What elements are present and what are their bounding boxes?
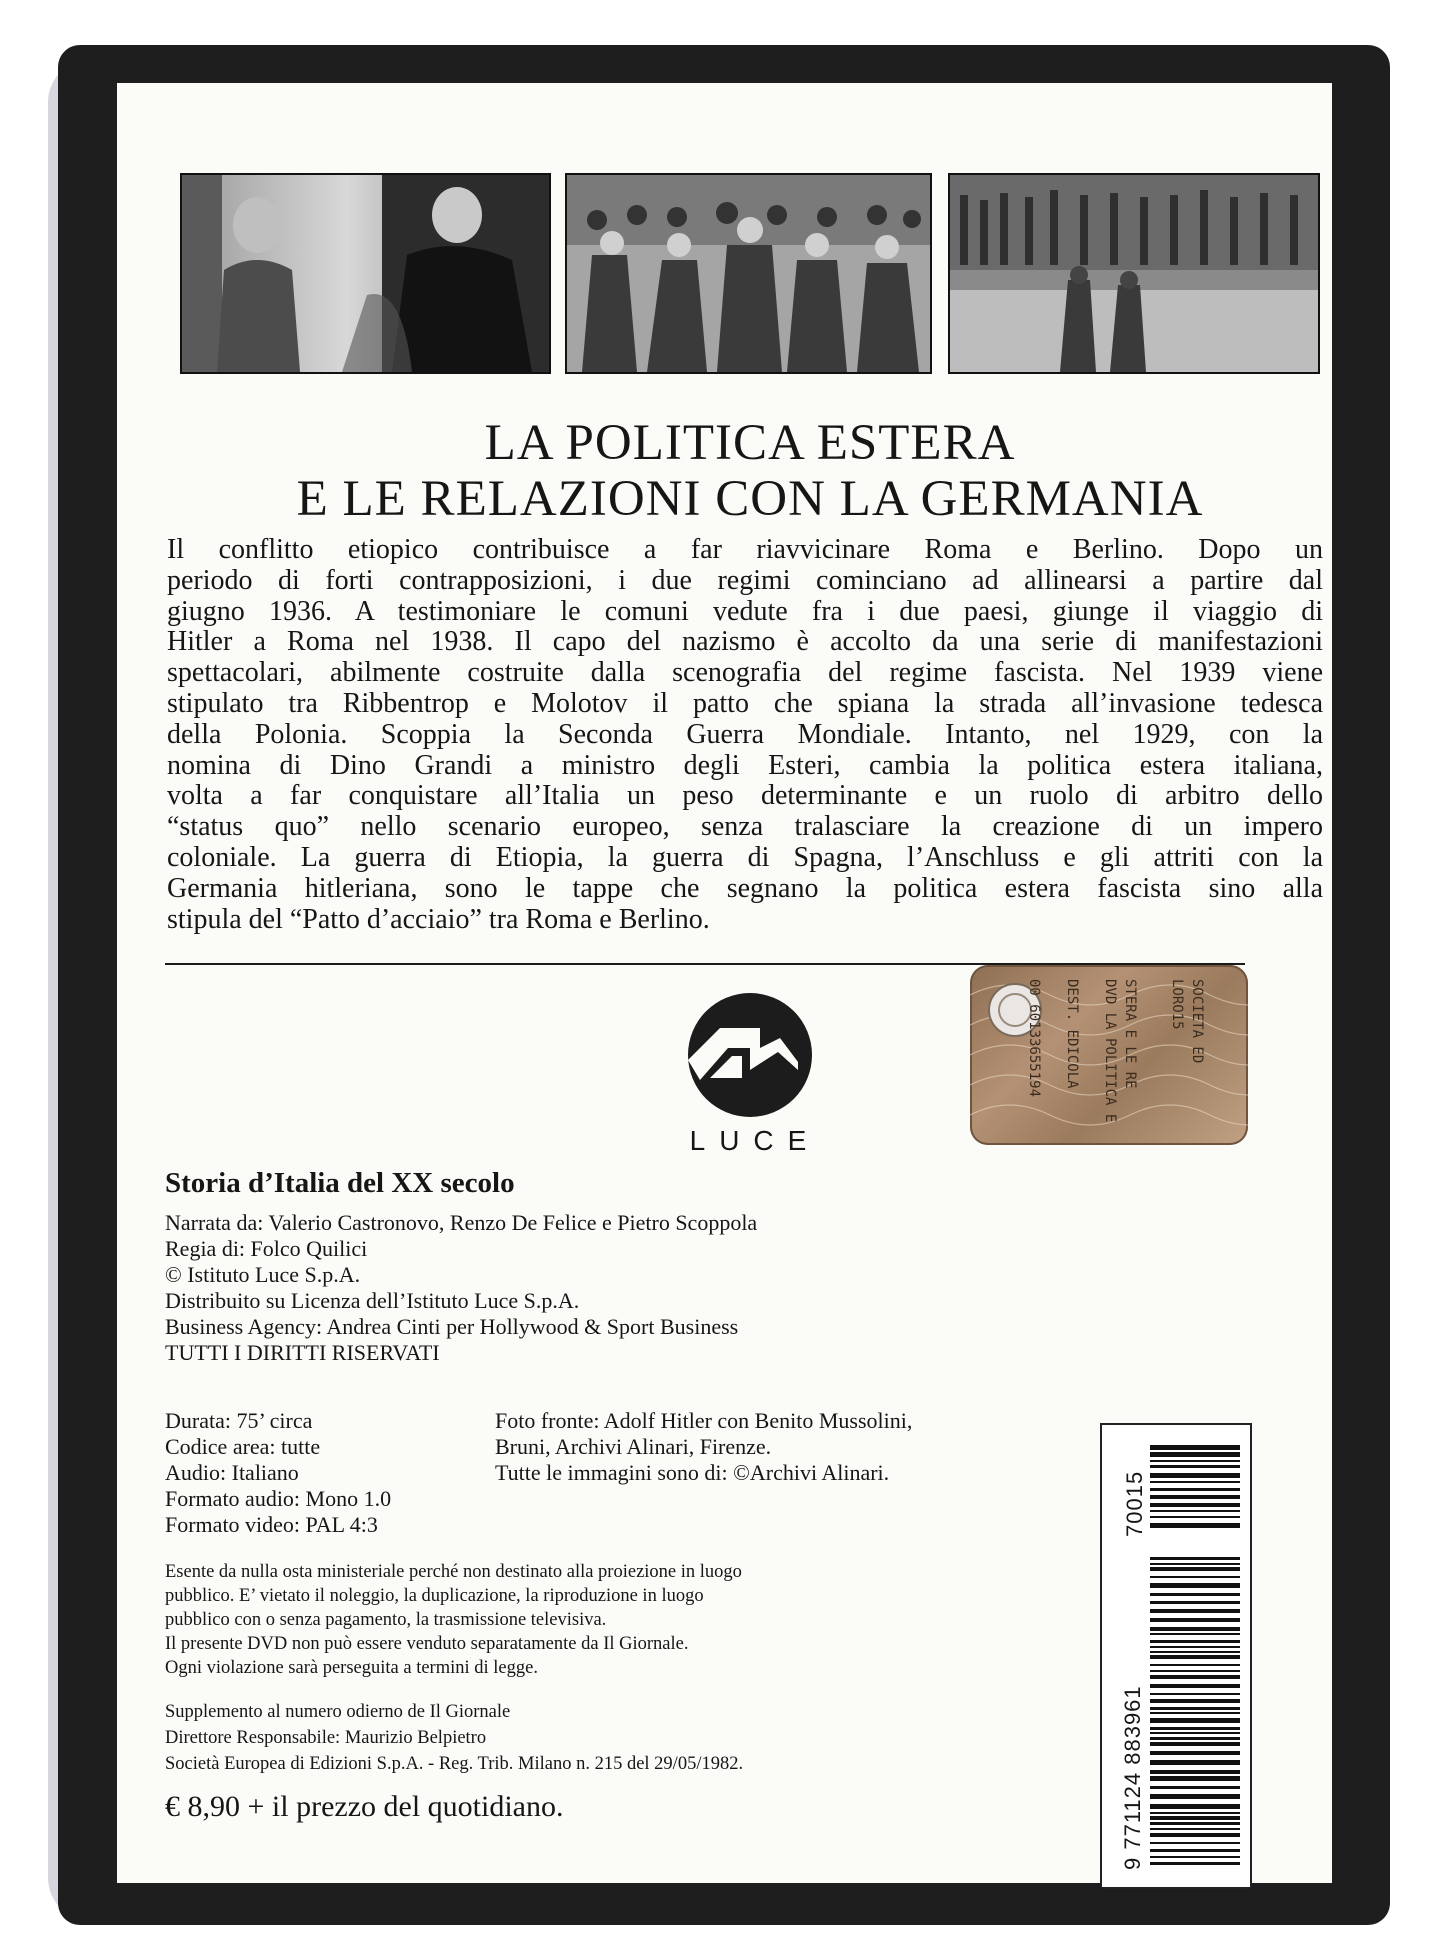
- barcode-bar: [1150, 1557, 1240, 1560]
- barcode-bar: [1150, 1699, 1240, 1703]
- cover-title-line-1: LA POLITICA ESTERA: [484, 415, 1016, 471]
- barcode-bar: [1150, 1460, 1240, 1462]
- barcode-bar: [1150, 1601, 1240, 1604]
- barcode-bar: [1150, 1751, 1240, 1755]
- synopsis-line: “status quo” nello scenario europeo, senza tralasciare la creazione di un impero: [167, 811, 1323, 843]
- hologram-line: SOCIETA ED: [1189, 979, 1205, 1064]
- hologram-line: DVD LA POLITICA E: [1102, 979, 1118, 1123]
- spec-line: Audio: Italiano: [165, 1460, 299, 1485]
- spec-line: Formato video: PAL 4:3: [165, 1512, 378, 1537]
- synopsis-line: Germania hitleriana, sono le tappe che segnano la politica estera fascista sino alla: [167, 872, 1323, 904]
- credit-line: Distribuito su Licenza dell’Istituto Luce S.p.A.: [165, 1288, 580, 1313]
- barcode-bar: [1150, 1684, 1240, 1688]
- barcode: [1100, 1423, 1252, 1889]
- barcode-bar: [1150, 1523, 1240, 1528]
- publisher-line: Società Europea di Edizioni S.p.A. - Reg. Trib. Milano n. 215 del 29/05/1982.: [165, 1754, 744, 1774]
- synopsis-line: volta a far conquistare all’Italia un peso determinante e un ruolo di arbitro dello: [167, 780, 1323, 812]
- siae-hologram-sticker: [970, 965, 1248, 1145]
- barcode-bar: [1150, 1742, 1240, 1746]
- barcode-bar: [1150, 1503, 1240, 1507]
- legal-line: Ogni violazione sarà perseguita a termini di legge.: [165, 1658, 538, 1678]
- barcode-bar: [1150, 1583, 1240, 1588]
- hologram-line: STERA E LE RE: [1122, 979, 1138, 1089]
- luce-logo-text: LUCE: [689, 1125, 821, 1156]
- publisher-line: Direttore Responsabile: Maurizio Belpietro: [165, 1728, 487, 1748]
- spec-line: Durata: 75’ circa: [165, 1408, 313, 1433]
- hologram-line: DEST. EDICOLA: [1064, 979, 1080, 1089]
- barcode-bar: [1150, 1640, 1240, 1643]
- synopsis-line: Il conflitto etiopico contribuisce a far riavvicinare Roma e Berlino. Dopo un: [167, 534, 1323, 565]
- credit-line: © Istituto Luce S.p.A.: [165, 1262, 361, 1287]
- synopsis-line: stipulato tra Ribbentrop e Molotov il patto che spiana la strada all’invasione tedesca: [167, 687, 1323, 719]
- barcode-bar: [1150, 1760, 1240, 1765]
- photo-parade-review: [948, 173, 1320, 374]
- synopsis-line: giugno 1936. A testimoniare le comuni vedute fra i due paesi, giunge il viaggio di: [167, 595, 1323, 627]
- hologram-line: LORO15: [1169, 979, 1185, 1030]
- barcode-bar: [1150, 1718, 1240, 1723]
- barcode-bar: [1150, 1576, 1240, 1578]
- barcode-bar: [1150, 1822, 1240, 1825]
- publisher-line: Supplemento al numero odierno de Il Giornale: [165, 1702, 511, 1722]
- legal-line: pubblico. E’ vietato il noleggio, la duplicazione, la riproduzione in luogo: [165, 1586, 704, 1606]
- barcode-bar: [1150, 1727, 1240, 1730]
- photo-credit-line: Foto fronte: Adolf Hitler con Benito Mussolini,: [495, 1408, 913, 1433]
- barcode-number: 9 771124 883961: [1120, 1685, 1145, 1870]
- barcode-bar: [1150, 1670, 1240, 1672]
- barcode-bar: [1150, 1488, 1240, 1491]
- legal-line: pubblico con o senza pagamento, la trasmissione televisiva.: [165, 1610, 607, 1630]
- cover-title-line-2: E LE RELAZIONI CON LA GERMANIA: [296, 471, 1204, 527]
- synopsis-line: coloniale. La guerra di Etiopia, la guerra di Spagna, l’Anschluss e gli attriti con la: [167, 841, 1323, 873]
- barcode-bar: [1150, 1473, 1240, 1478]
- spec-line: Codice area: tutte: [165, 1434, 321, 1459]
- barcode-bar: [1150, 1770, 1240, 1774]
- barcode-bar: [1150, 1516, 1240, 1518]
- barcode-bar: [1150, 1732, 1240, 1734]
- synopsis-line: spettacolari, abilmente costruite dalla scenografia del regime fascista. Nel 1939 viene: [167, 657, 1323, 689]
- barcode-bar: [1150, 1452, 1240, 1457]
- barcode-bar: [1150, 1712, 1240, 1714]
- barcode-bar: [1150, 1510, 1240, 1512]
- credit-line: Business Agency: Andrea Cinti per Hollywood & Sport Business: [165, 1314, 739, 1339]
- barcode-bar: [1150, 1655, 1240, 1659]
- synopsis-line: periodo di forti contrapposizioni, i due regimi cominciano ad allinearsi a partire dal: [167, 564, 1323, 596]
- series-title: Storia d’Italia del XX secolo: [165, 1167, 515, 1199]
- synopsis-line: Hitler a Roma nel 1938. Il capo del nazismo è accolto da una serie di manifestazioni: [167, 626, 1323, 658]
- synopsis-line: stipula del “Patto d’acciaio” tra Roma e Berlino.: [167, 903, 710, 935]
- barcode-bar: [1150, 1707, 1240, 1710]
- synopsis-line: della Polonia. Scoppia la Seconda Guerra Mondiale. Intanto, nel 1929, con la: [167, 718, 1323, 750]
- legal-line: Il presente DVD non può essere venduto separatamente da Il Giornale.: [165, 1634, 689, 1654]
- credit-line: Narrata da: Valerio Castronovo, Renzo De Felice e Pietro Scoppola: [165, 1210, 758, 1235]
- barcode-addon-number: 70015: [1122, 1470, 1147, 1537]
- barcode-bar: [1150, 1804, 1240, 1809]
- barcode-bar: [1150, 1812, 1240, 1814]
- barcode-bar: [1150, 1664, 1240, 1666]
- barcode-bar: [1150, 1816, 1240, 1820]
- price-text: € 8,90 + il prezzo del quotidiano.: [165, 1790, 564, 1823]
- barcode-bar: [1150, 1675, 1240, 1679]
- barcode-bar: [1150, 1794, 1240, 1799]
- barcode-bar: [1150, 1627, 1240, 1631]
- barcode-bar: [1150, 1567, 1240, 1571]
- luce-logo-icon: [680, 990, 820, 1120]
- barcode-bar: [1150, 1593, 1240, 1596]
- barcode-bar: [1150, 1842, 1240, 1844]
- photo-marching-officials: [565, 173, 932, 374]
- barcode-bar: [1150, 1481, 1240, 1483]
- credit-line: TUTTI I DIRITTI RISERVATI: [165, 1340, 440, 1365]
- barcode-bar: [1150, 1862, 1240, 1865]
- barcode-bar: [1150, 1646, 1240, 1648]
- barcode-bar: [1150, 1833, 1240, 1837]
- hologram-line: 00 60133655194: [1026, 979, 1042, 1098]
- barcode-bar: [1150, 1856, 1240, 1858]
- barcode-bar: [1150, 1776, 1240, 1781]
- barcode-bar: [1150, 1495, 1240, 1499]
- barcode-bar: [1150, 1618, 1240, 1622]
- barcode-bar: [1150, 1609, 1240, 1613]
- credit-line: Regia di: Folco Quilici: [165, 1236, 368, 1261]
- barcode-bar: [1150, 1786, 1240, 1789]
- synopsis-line: nomina di Dino Grandi a ministro degli Esteri, cambia la politica estera italiana,: [167, 749, 1323, 781]
- barcode-bar: [1150, 1737, 1240, 1740]
- barcode-bar: [1150, 1633, 1240, 1635]
- barcode-bar: [1150, 1849, 1240, 1852]
- barcode-bar: [1150, 1693, 1240, 1695]
- barcode-bar: [1150, 1465, 1240, 1468]
- barcode-bar: [1150, 1445, 1240, 1450]
- synopsis-text: [167, 535, 1323, 935]
- spec-line: Formato audio: Mono 1.0: [165, 1486, 392, 1511]
- barcode-bar: [1150, 1651, 1240, 1653]
- photo-credit-line: Tutte le immagini sono di: ©Archivi Alinari.: [495, 1460, 890, 1485]
- barcode-bar: [1150, 1563, 1240, 1565]
- legal-line: Esente da nulla osta ministeriale perché non destinato alla proiezione in luogo: [165, 1562, 742, 1582]
- photo-credit-line: Bruni, Archivi Alinari, Firenze.: [495, 1434, 772, 1459]
- photo-mussolini-hitler: [180, 173, 551, 374]
- barcode-bar: [1150, 1828, 1240, 1830]
